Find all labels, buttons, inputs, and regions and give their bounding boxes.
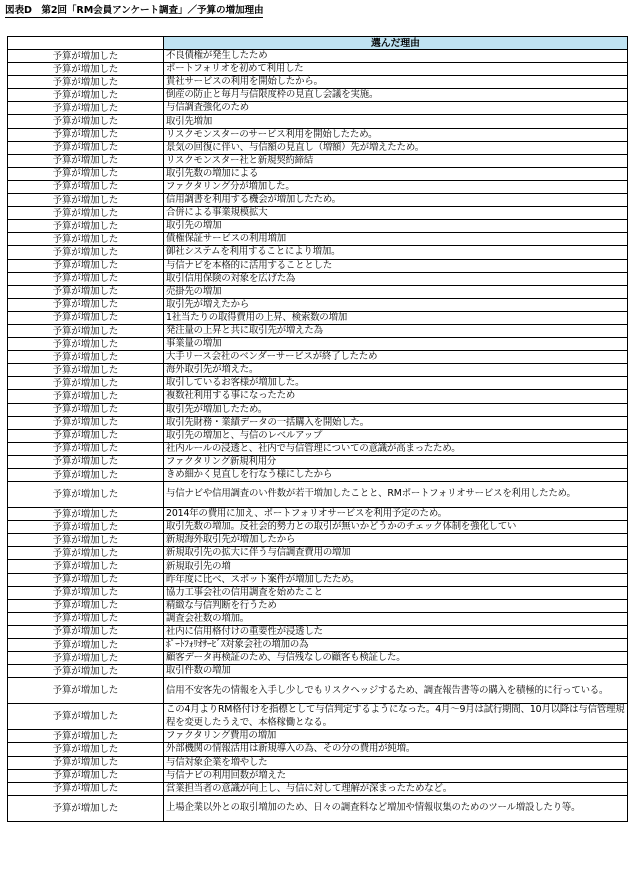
reasons-table [7,36,628,822]
table-row [8,180,628,193]
reason-cell: 社内ルールの浸透と、社内で与信管理についての意識が高まったため。 [164,442,628,455]
table-row [8,141,628,154]
category-cell: 予算が増加した [8,351,164,364]
header-category [8,37,164,50]
table-row [8,351,628,364]
category-cell: 予算が増加した [8,338,164,351]
table-row [8,154,628,167]
category-cell: 予算が増加した [8,612,164,625]
category-cell: 予算が増加した [8,442,164,455]
header-reason: 選んだ理由 [164,37,628,50]
reason-cell: 信用調書を利用する機会が増加したため。 [164,194,628,207]
category-cell: 予算が増加した [8,115,164,128]
table-row [8,429,628,442]
table-row [8,612,628,625]
reason-cell: 社内に信用格付けの重要性が浸透した [164,625,628,638]
category-cell: 予算が増加した [8,102,164,115]
reason-cell: 上場企業以外との取引増加のため、日々の調査料など増加や情報収集のためのツール増設したり等。 [164,795,628,821]
reason-cell: きめ細かく見直しを行なう様にしたから [164,469,628,482]
category-cell: 予算が増加した [8,547,164,560]
table-row [8,377,628,390]
reason-cell: 外部機関の情報活用は新規導入の為、その分の費用が純増。 [164,743,628,756]
reason-cell: 御社システムを利用することにより増加。 [164,246,628,259]
reason-cell: 昨年度に比べ、スポット案件が増加したため。 [164,573,628,586]
reason-cell: この4月よりRM格付けを指標として与信判定するようになった。4月～9月は試行期間、10月以降は与信管理規程を変更したうえで、本格稼働となる。 [164,704,628,730]
table-row [8,730,628,743]
reason-cell: 与信ナビや信用調査のい件数が若干増加したことと、RMポートフォリオサービスを利用したため。 [164,482,628,508]
table-row [8,207,628,220]
reason-cell: 発注量の上昇と共に取引先が増えた為 [164,324,628,337]
table-row [8,743,628,756]
reason-cell: 顧客データ再検証のため、与信残なしの顧客も検証した。 [164,652,628,665]
category-cell: 予算が増加した [8,482,164,508]
category-cell: 予算が増加した [8,639,164,652]
reason-cell: 合併による事業規模拡大 [164,207,628,220]
reason-cell: ﾎﾟｰﾄﾌｫﾘｵｻｰﾋﾞｽ対象会社の増加の為 [164,639,628,652]
reason-cell: 信用不安客先の情報を入手し少しでもリスクヘッジするため、調査報告書等の購入を積極的に行っている。 [164,678,628,704]
reason-cell: 債権保証サービスの利用増加 [164,233,628,246]
table-row [8,311,628,324]
table-row [8,665,628,678]
reason-cell: 取引先数の増加。反社会的勢力との取引が無いかどうかのチェック体制を強化してい [164,521,628,534]
table-row [8,194,628,207]
category-cell: 予算が増加した [8,364,164,377]
reason-cell: 営業担当者の意識が向上し、与信に対して理解が深まったためなど。 [164,782,628,795]
category-cell: 予算が増加した [8,586,164,599]
category-cell: 予算が増加した [8,207,164,220]
reason-cell: リスクモンスター社と新規契約締結 [164,154,628,167]
category-cell: 予算が増加した [8,782,164,795]
category-cell: 予算が増加した [8,272,164,285]
category-cell: 予算が増加した [8,324,164,337]
category-cell: 予算が増加した [8,521,164,534]
category-cell: 予算が増加した [8,128,164,141]
table-row [8,573,628,586]
table-row [8,220,628,233]
reason-cell: ファクタリング新規利用分 [164,455,628,468]
category-cell: 予算が増加した [8,311,164,324]
category-cell: 予算が増加した [8,743,164,756]
table-row [8,586,628,599]
table-row [8,508,628,521]
table-row [8,625,628,638]
category-cell: 予算が増加した [8,508,164,521]
reason-cell: 不良債権が発生したため [164,50,628,63]
reason-cell: リスクモンスターのサービス利用を開始したため。 [164,128,628,141]
reason-cell: 新規取引先の拡大に伴う与信調査費用の増加 [164,547,628,560]
category-cell: 予算が増加した [8,390,164,403]
category-cell: 予算が増加した [8,795,164,821]
table-row [8,246,628,259]
reason-cell: 大手リース会社のベンダーサービスが終了したため [164,351,628,364]
table-row [8,482,628,508]
reason-cell: ファクタリング費用の増加 [164,730,628,743]
category-cell: 予算が増加した [8,154,164,167]
reason-cell: 協力工事会社の信用調査を始めたこと [164,586,628,599]
table-row [8,167,628,180]
table-row [8,285,628,298]
reason-cell: 取引先が増えたから [164,298,628,311]
category-cell: 予算が増加した [8,730,164,743]
reason-cell: 海外取引先が増えた。 [164,364,628,377]
table-row [8,795,628,821]
category-cell: 予算が増加した [8,76,164,89]
category-cell: 予算が増加した [8,141,164,154]
table-row [8,272,628,285]
reason-cell: 取引先が増加したため。 [164,403,628,416]
reason-cell: 与信調査強化のため [164,102,628,115]
table-header-row [8,37,628,50]
category-cell: 予算が増加した [8,469,164,482]
table-row [8,259,628,272]
category-cell: 予算が増加した [8,416,164,429]
table-row [8,442,628,455]
category-cell: 予算が増加した [8,429,164,442]
reason-cell: 調査会社数の増加。 [164,612,628,625]
table-row [8,534,628,547]
category-cell: 予算が増加した [8,665,164,678]
table-row [8,364,628,377]
reason-cell: 与信対象企業を増やした [164,756,628,769]
reason-cell: 取引先の増加 [164,220,628,233]
table-row [8,324,628,337]
table-row [8,639,628,652]
category-cell: 予算が増加した [8,678,164,704]
table-row [8,652,628,665]
category-cell: 予算が増加した [8,769,164,782]
table-row [8,469,628,482]
reason-cell: 貴社サービスの利用を開始したから。 [164,76,628,89]
category-cell: 予算が増加した [8,220,164,233]
category-cell: 予算が増加した [8,167,164,180]
reason-cell: 複数社利用する事になったため [164,390,628,403]
category-cell: 予算が増加した [8,534,164,547]
category-cell: 予算が増加した [8,560,164,573]
table-row [8,455,628,468]
reason-cell: 2014年の費用に加え、ポートフォリオサービスを利用予定のため。 [164,508,628,521]
category-cell: 予算が増加した [8,756,164,769]
table-row [8,704,628,730]
category-cell: 予算が増加した [8,180,164,193]
reason-cell: 取引先財務・業績データの一括購入を開始した。 [164,416,628,429]
category-cell: 予算が増加した [8,285,164,298]
category-cell: 予算が増加した [8,625,164,638]
category-cell: 予算が増加した [8,233,164,246]
table-row [8,298,628,311]
table-row [8,338,628,351]
reason-cell: 取引信用保険の対象を広げた為 [164,272,628,285]
reason-cell: 売掛先の増加 [164,285,628,298]
table-row [8,678,628,704]
table-row [8,89,628,102]
reason-cell: ファクタリング分が増加した。 [164,180,628,193]
table-row [8,416,628,429]
table-row [8,128,628,141]
category-cell: 予算が増加した [8,246,164,259]
category-cell: 予算が増加した [8,89,164,102]
reason-cell: 精緻な与信判断を行うため [164,599,628,612]
category-cell: 予算が増加した [8,573,164,586]
table-row [8,547,628,560]
category-cell: 予算が増加した [8,377,164,390]
table-row [8,115,628,128]
category-cell: 予算が増加した [8,50,164,63]
reason-cell: 与信ナビの利用回数が増えた [164,769,628,782]
reason-cell: 1社当たりの取得費用の上昇、検索数の増加 [164,311,628,324]
category-cell: 予算が増加した [8,63,164,76]
table-row [8,599,628,612]
table-body [8,50,628,822]
table-row [8,102,628,115]
table-row [8,560,628,573]
reason-cell: 取引先増加 [164,115,628,128]
category-cell: 予算が増加した [8,652,164,665]
category-cell: 予算が増加した [8,403,164,416]
document-title: 図表D 第2回「RM会員アンケート調査」／予算の増加理由 [5,2,263,18]
reason-cell: 取引件数の増加 [164,665,628,678]
table-row [8,63,628,76]
table-row [8,521,628,534]
category-cell: 予算が増加した [8,298,164,311]
table-row [8,782,628,795]
reason-cell: 取引先の増加と、与信のレベルアップ [164,429,628,442]
table-row [8,50,628,63]
category-cell: 予算が増加した [8,259,164,272]
reason-cell: 取引先数の増加による [164,167,628,180]
category-cell: 予算が増加した [8,599,164,612]
reason-cell: 取引しているお客様が増加した。 [164,377,628,390]
reason-cell: 事業量の増加 [164,338,628,351]
table-row [8,769,628,782]
table-row [8,233,628,246]
reason-cell: 新規海外取引先が増加したから [164,534,628,547]
reason-cell: ポートフォリオを初めて利用した [164,63,628,76]
category-cell: 予算が増加した [8,455,164,468]
reason-cell: 新規取引先の増 [164,560,628,573]
reason-cell: 倒産の防止と毎月与信限度枠の見直し会議を実施。 [164,89,628,102]
table-row [8,403,628,416]
table-row [8,756,628,769]
table-row [8,390,628,403]
reason-cell: 与信ナビを本格的に活用することとした [164,259,628,272]
category-cell: 予算が増加した [8,194,164,207]
reason-cell: 景気の回復に伴い、与信額の見直し（増額）先が増えたため。 [164,141,628,154]
category-cell: 予算が増加した [8,704,164,730]
table-row [8,76,628,89]
